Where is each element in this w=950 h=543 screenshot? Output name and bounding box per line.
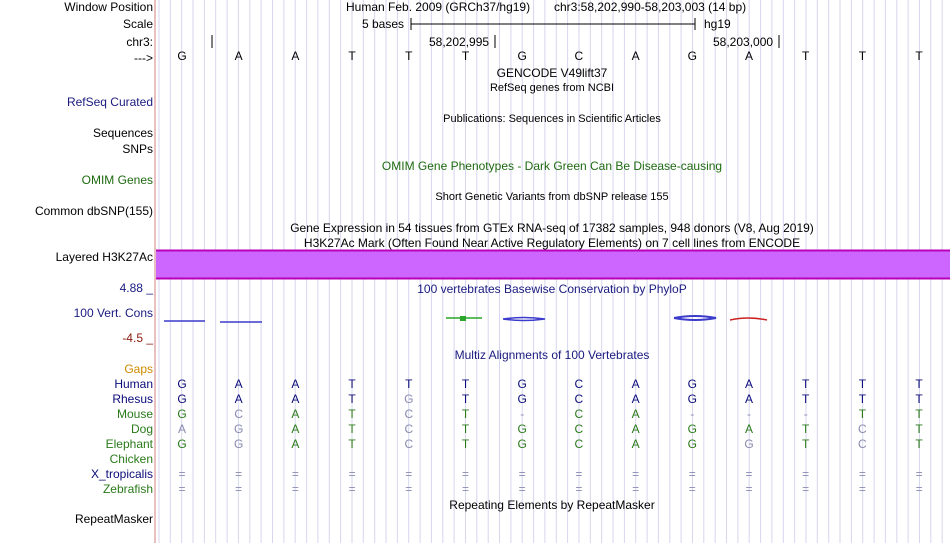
assembly-text: Human Feb. 2009 (GRCh37/hg19) (346, 0, 531, 14)
alignment-base: = (405, 482, 413, 496)
alignment-base: = (632, 467, 640, 481)
scale-label: Scale (122, 17, 153, 31)
alignment-base: G (234, 422, 244, 436)
alignment-base: = (745, 482, 753, 496)
alignment-base: A (631, 407, 640, 421)
species-label-dog[interactable]: Dog (130, 422, 153, 436)
dna-base: A (631, 49, 640, 63)
alignment-base: G (687, 437, 697, 451)
alignment-base: T (405, 377, 413, 391)
repeatmasker-label[interactable]: RepeatMasker (74, 512, 153, 526)
species-label-mouse[interactable]: Mouse (116, 407, 153, 421)
alignment-base: C (574, 407, 584, 421)
h3k27-signal-band (156, 250, 950, 279)
alignment-base: A (291, 377, 300, 391)
alignment-base: G (517, 422, 527, 436)
alignment-base: = (348, 482, 356, 496)
alignment-base: T (915, 392, 923, 406)
alignment-base: T (348, 407, 356, 421)
strand-arrow-label[interactable]: ---> (134, 51, 153, 65)
pubs-title[interactable]: Publications: Sequences in Scientific Articles (443, 113, 661, 125)
alignment-base: = (802, 482, 810, 496)
alignment-base: A (631, 437, 640, 451)
coord-label-2: 58,203,000 (713, 35, 774, 49)
alignment-base: G (404, 392, 414, 406)
alignment-base: = (575, 467, 583, 481)
alignment-base: G (177, 377, 187, 391)
alignment-base: T (802, 377, 810, 391)
alignment-base: A (291, 407, 300, 421)
snps-label[interactable]: SNPs (122, 142, 153, 156)
cons-wiggle (730, 318, 767, 320)
alignment-base: A (631, 422, 640, 436)
cons-wiggle (503, 318, 545, 321)
alignment-base: T (348, 392, 356, 406)
alignment-base: - (803, 407, 808, 421)
alignment-base: T (348, 377, 356, 391)
species-label-x_tropicalis[interactable]: X_tropicalis (90, 467, 153, 481)
alignment-base: = (745, 467, 753, 481)
species-label-human[interactable]: Human (114, 377, 153, 391)
alignment-base: G (687, 422, 697, 436)
alignment-base: A (234, 392, 243, 406)
alignment-base: A (291, 422, 300, 436)
dna-base: G (177, 49, 187, 63)
cons-wiggle (674, 316, 716, 320)
gaps-label[interactable]: Gaps (124, 362, 153, 376)
alignment-base: T (915, 422, 923, 436)
alignment-base: = (461, 467, 469, 481)
sequences-label[interactable]: Sequences (92, 126, 153, 140)
h3k27-title[interactable]: H3K27Ac Mark (Often Found Near Active Regulatory Elements) on 7 cell lines from ENCODE (303, 236, 801, 250)
alignment-base: T (802, 392, 810, 406)
alignment-base: A (234, 377, 243, 391)
phylop-title[interactable]: 100 vertebrates Basewise Conservation by PhyloP (417, 282, 687, 296)
alignment-base: - (690, 407, 695, 421)
alignment-base: G (687, 392, 697, 406)
alignment-base: C (858, 437, 867, 451)
omim-label[interactable]: OMIM Genes (81, 173, 153, 187)
alignment-base: = (348, 467, 356, 481)
alignment-base: T (461, 392, 470, 406)
refseq-label[interactable]: RefSeq Curated (66, 95, 153, 109)
alignment-base: = (858, 482, 866, 496)
dna-base: C (574, 49, 584, 63)
alignment-base: T (802, 422, 810, 436)
scale-text: 5 bases (362, 17, 405, 31)
alignment-base: G (177, 437, 187, 451)
alignment-base: C (858, 422, 867, 436)
alignment-base: T (348, 422, 356, 436)
h3k27-label[interactable]: Layered H3K27Ac (55, 250, 153, 264)
dna-base: T (858, 49, 867, 63)
alignment-base: = (802, 467, 810, 481)
alignment-base: - (520, 407, 525, 421)
alignment-base: C (574, 377, 584, 391)
chrom-label: chr3: (126, 35, 153, 49)
alignment-base: C (574, 392, 584, 406)
alignment-base: = (632, 482, 640, 496)
alignment-base: A (744, 392, 753, 406)
coord-label-1: 58,202,995 (429, 35, 490, 49)
alignment-base: = (518, 482, 526, 496)
alignment-base: A (177, 422, 186, 436)
alignment-base: G (517, 377, 527, 391)
dbsnp-title[interactable]: Short Genetic Variants from dbSNP release 155 (435, 191, 669, 203)
alignment-base: A (291, 392, 300, 406)
alignment-base: = (688, 467, 696, 481)
alignment-base: T (461, 407, 470, 421)
alignment-base: T (461, 437, 470, 451)
species-label-elephant[interactable]: Elephant (105, 437, 153, 451)
alignment-base: = (178, 467, 186, 481)
alignment-base: A (744, 422, 753, 436)
alignment-base: G (744, 437, 754, 451)
species-label-chicken[interactable]: Chicken (109, 452, 153, 466)
alignment-base: A (631, 377, 640, 391)
alignment-base: T (461, 422, 470, 436)
cons-marker (460, 316, 466, 321)
alignment-base: T (915, 407, 923, 421)
alignment-base: G (517, 392, 527, 406)
alignment-base: = (461, 482, 469, 496)
alignment-base: C (404, 437, 414, 451)
alignment-base: = (291, 482, 299, 496)
cons-min-label: -4.5 _ (122, 331, 153, 345)
alignment-base: = (235, 467, 243, 481)
repeatmasker-title[interactable]: Repeating Elements by RepeatMasker (449, 498, 655, 512)
alignment-base: T (348, 437, 356, 451)
alignment-base: T (915, 377, 923, 391)
alignment-base: T (802, 437, 810, 451)
dna-base: A (744, 49, 753, 63)
dna-base: G (687, 49, 697, 63)
dna-base: A (291, 49, 300, 63)
alignment-base: T (858, 377, 867, 391)
alignment-base: C (404, 407, 414, 421)
alignment-base: = (858, 467, 866, 481)
alignment-base: A (291, 437, 300, 451)
alignment-base: G (234, 437, 244, 451)
alignment-base: = (575, 482, 583, 496)
window-position-label: Window Position (64, 0, 153, 14)
alignment-base: - (747, 407, 751, 421)
species-label-rhesus[interactable]: Rhesus (112, 392, 153, 406)
cons-max-label: 4.88 _ (119, 281, 153, 295)
alignment-base: = (915, 467, 923, 481)
alignment-base: = (688, 482, 696, 496)
alignment-base: C (574, 437, 584, 451)
dna-base: T (915, 49, 923, 63)
alignment-base: C (234, 407, 244, 421)
dna-base: T (802, 49, 810, 63)
alignment-base: G (177, 392, 187, 406)
omim-title[interactable]: OMIM Gene Phenotypes - Dark Green Can Be Disease-causing (381, 159, 723, 173)
db-text: hg19 (704, 17, 731, 31)
gtex-title[interactable]: Gene Expression in 54 tissues from GTEx RNA-seq of 17382 samples, 948 donors (V8, Aug 2019) (290, 221, 814, 235)
position-text: chr3:58,202,990-58,203,003 (14 bp) (554, 0, 747, 14)
alignment-base: T (461, 377, 470, 391)
cons-label[interactable]: 100 Vert. Cons (73, 306, 153, 320)
multiz-title[interactable]: Multiz Alignments of 100 Vertebrates (454, 348, 650, 362)
alignment-base: A (744, 377, 753, 391)
alignment-base: T (915, 437, 923, 451)
alignment-base: = (291, 467, 299, 481)
dna-base: G (517, 49, 527, 63)
alignment-base: = (235, 482, 243, 496)
dna-base: T (348, 49, 356, 63)
dna-base: T (405, 49, 413, 63)
alignment-base: T (858, 407, 867, 421)
dna-base: A (234, 49, 243, 63)
alignment-base: = (915, 482, 923, 496)
dbsnp-label[interactable]: Common dbSNP(155) (34, 204, 153, 218)
alignment-base: = (405, 467, 413, 481)
alignment-base: A (631, 392, 640, 406)
species-label-zebrafish[interactable]: Zebrafish (102, 482, 153, 496)
alignment-base: C (404, 422, 414, 436)
refseq-subtitle[interactable]: RefSeq genes from NCBI (489, 82, 615, 94)
dna-base: T (461, 49, 470, 63)
gencode-title[interactable]: GENCODE V49lift37 (496, 66, 608, 80)
alignment-base: = (178, 482, 186, 496)
alignment-base: G (177, 407, 187, 421)
alignment-base: G (687, 377, 697, 391)
alignment-base: C (574, 422, 584, 436)
alignment-base: T (858, 392, 867, 406)
alignment-base: G (517, 437, 527, 451)
alignment-base: = (518, 467, 526, 481)
